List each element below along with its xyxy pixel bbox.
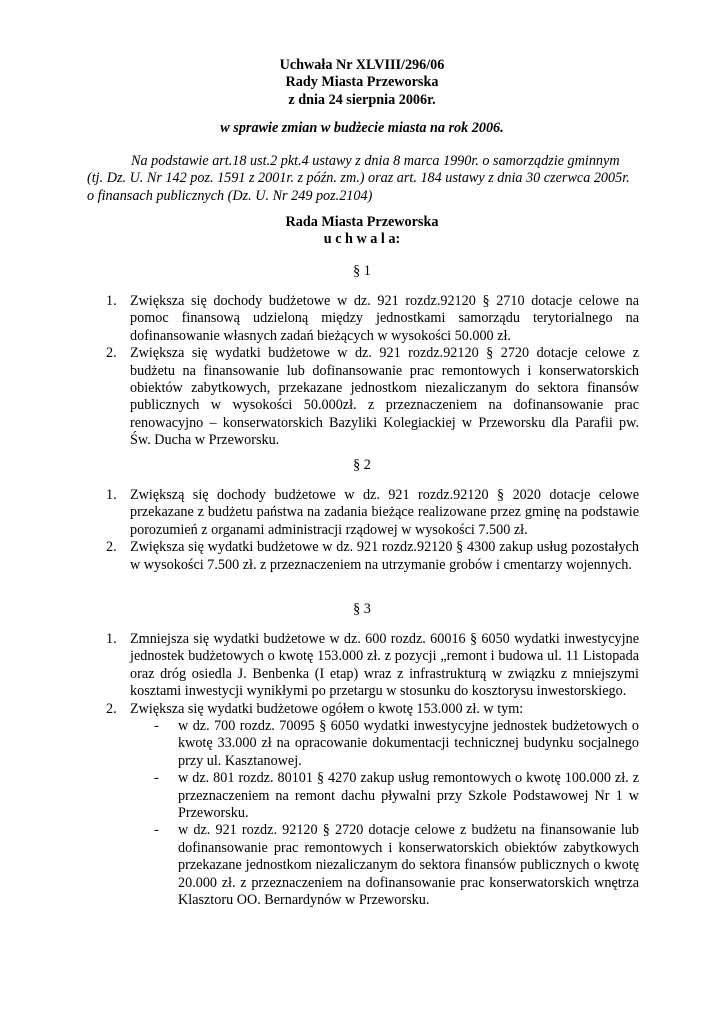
resolution-subject: w sprawie zmian w budżecie miasta na rok 2006. — [220, 120, 504, 136]
sub-list-item — [154, 770, 639, 822]
section-2-title: § 2 — [353, 457, 371, 473]
legal-basis-line-2: (tj. Dz. U. Nr 142 poz. 1591 z 2001r. z późn. zm.) oraz art. 184 ustawy z dnia 30 czerwca 2005r. — [87, 170, 630, 187]
item-text: Zwiększa się wydatki budżetowe w dz. 921 rozdz.92120 § 4300 zakup usług pozostałych w wysokości 7.500 zł. z przeznaczeniem na utrzymanie grobów i cmentarzy wojennych. — [130, 539, 639, 573]
item-text: Zwiększa się wydatki budżetowe w dz. 921 rozdz.92120 § 2720 dotacje celowe z budżetu na finansowanie lub dofinansowanie prac remontowych i konserwatorskich obiektów zabytkowych, przekazane jednostkom niezaliczanym do sektora finansów publicznych w wysokości 50.000zł. z przeznaczeniem na dofinansowanie prac renowacyjno – konserwatorskich Bazyliki Kolegiackiej w Przeworsku dla Parafii pw. Św. Ducha w Przeworsku. — [130, 345, 639, 449]
list-item — [106, 701, 639, 910]
council-resolves — [0, 214, 724, 249]
sub-item-text: w dz. 801 rozdz. 80101 § 4270 zakup usług remontowych o kwotę 100.000 zł. z przeznaczeniem na remont dachu pływalni przy Szkole Podstawowej Nr 1 w Przeworsku. — [178, 770, 639, 822]
list-item — [106, 487, 639, 539]
section-1-list — [106, 293, 639, 450]
section-1-title: § 1 — [353, 263, 371, 279]
list-item — [106, 539, 639, 574]
dash-marker: - — [154, 770, 159, 787]
sub-list — [130, 718, 639, 909]
item-number: 2. — [106, 345, 117, 362]
sub-item-text: w dz. 700 rozdz. 70095 § 6050 wydatki inwestycyjne jednostek budżetowych o kwotę 33.000 zł na opracowanie dokumentacji technicznej budynku socjalnego przy ul. Kasztanowej. — [178, 718, 639, 769]
legal-basis — [87, 153, 641, 205]
dash-marker: - — [154, 822, 159, 839]
council-title: Rada Miasta Przeworska — [285, 214, 439, 230]
item-text: Zwiększą się dochody budżetowe w dz. 921 rozdz.92120 § 2020 dotacje celowe przekazane z budżetu państwa na zadania bieżące realizowane przez gminę na podstawie porozumień z organami administracji rządowej w wysokości 7.500 zł. — [130, 487, 639, 538]
resolution-date: z dnia 24 sierpnia 2006r. — [288, 91, 436, 108]
section-3-title: § 3 — [353, 601, 371, 617]
sub-item-text: w dz. 921 rozdz. 92120 § 2720 dotacje celowe z budżetu na finansowanie lub dofinansowanie prac remontowych i konserwatorskich obiektów zabytkowych przekazane jednostkom niezaliczanym do sektora finansów publicznych o kwotę 20.000 zł. z przeznaczeniem na dofinansowanie prac konserwatorskich wnętrza Klasztoru OO. Bernardynów w Przeworsku. — [178, 822, 639, 909]
resolves-word: u c h w a l a: — [323, 231, 401, 248]
section-3-list — [106, 631, 639, 910]
list-item — [106, 293, 639, 345]
item-number: 1. — [106, 487, 117, 503]
item-text: Zwiększa się wydatki budżetowe ogółem o kwotę 153.000 zł. w tym: — [130, 700, 524, 717]
section-2-list — [106, 487, 639, 574]
list-item — [106, 345, 639, 449]
legal-basis-line-1: Na podstawie art.18 ust.2 pkt.4 ustawy z dnia 8 marca 1990r. o samorządzie gminnym — [131, 153, 620, 169]
item-number: 2. — [106, 700, 117, 717]
item-number: 1. — [106, 293, 117, 309]
resolution-header — [0, 57, 724, 109]
resolution-number: Uchwała Nr XLVIII/296/06 — [279, 57, 445, 73]
item-number: 2. — [106, 539, 117, 556]
sub-list-item — [154, 822, 639, 909]
sub-list-item — [154, 718, 639, 770]
legal-basis-line-3: o finansach publicznych (Dz. U. Nr 249 poz.2104) — [87, 187, 373, 204]
item-text: Zwiększa się dochody budżetowe w dz. 921 rozdz.92120 § 2710 dotacje celowe na pomoc finansową udzieloną między jednostkami samorządu terytorialnego na dofinansowanie własnych zadań bieżących w wysokości 50.000 zł. — [130, 293, 639, 344]
list-item — [106, 631, 639, 701]
council-name: Rady Miasta Przeworska — [285, 74, 439, 91]
item-number: 1. — [106, 631, 117, 647]
dash-marker: - — [154, 718, 159, 735]
item-text: Zmniejsza się wydatki budżetowe w dz. 600 rozdz. 60016 § 6050 wydatki inwestycyjne jednostek budżetowych o kwotę 153.000 zł. z pozycji „remont i budowa ul. 11 Listopada oraz dróg osiedla J. Benbenka (I etap) wraz z infrastrukturą w związku z mniejszymi kosztami inwestycji wynikłymi po przetargu w stosunku do kosztorysu inwestorskiego. — [130, 631, 639, 700]
